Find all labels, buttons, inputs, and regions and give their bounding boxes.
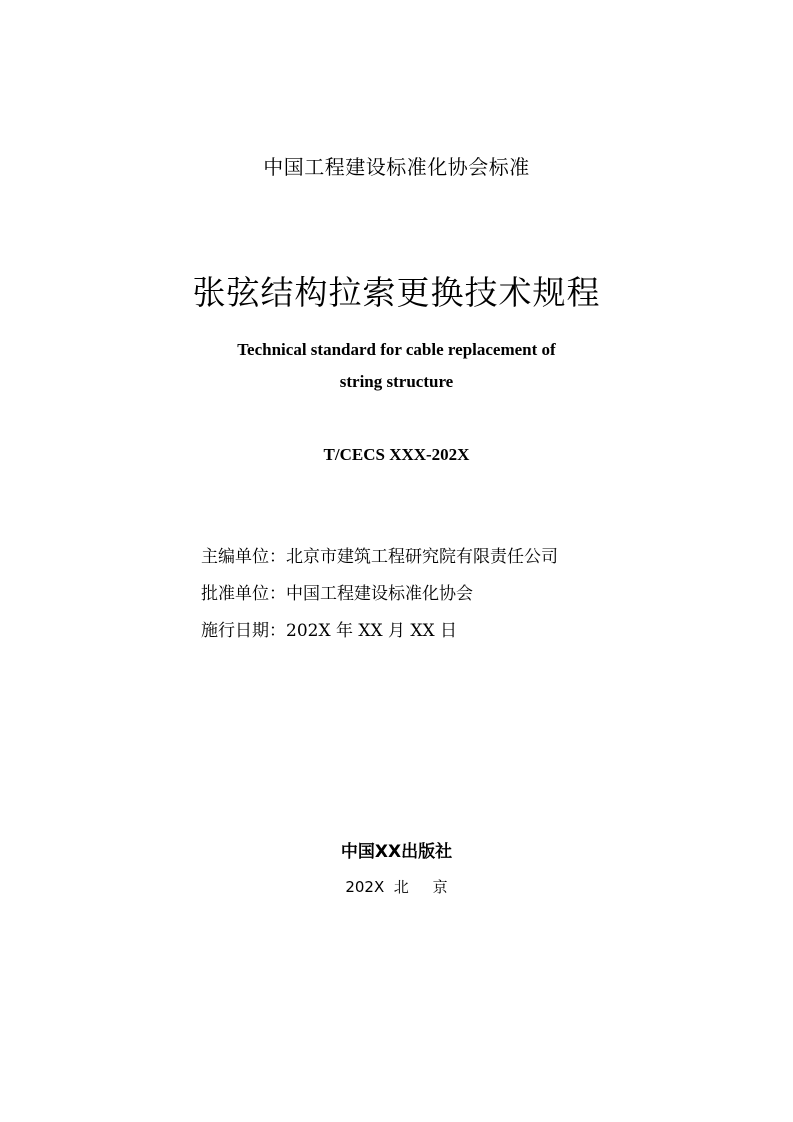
- document-title-english-line-2: string structure: [339, 372, 454, 391]
- editor-unit-line: 主编单位：北京市建筑工程研究院有限责任公司: [201, 547, 558, 567]
- effective-date-line: 施行日期：202X 年 XX 月 XX 日: [201, 621, 457, 641]
- document-title-chinese: 张弦结构拉索更换技术规程: [192, 273, 601, 312]
- approval-unit-line: 批准单位：中国工程建设标准化协会: [201, 584, 473, 604]
- document-title-english-line-1: Technical standard for cable replacement of: [237, 340, 556, 359]
- standard-code: T/CECS XXX-202X: [323, 445, 470, 464]
- publisher-name: 中国XX出版社: [340, 842, 453, 862]
- publish-year-place: 202X 北 京: [345, 878, 448, 896]
- association-standard-heading: 中国工程建设标准化协会标准: [263, 155, 530, 179]
